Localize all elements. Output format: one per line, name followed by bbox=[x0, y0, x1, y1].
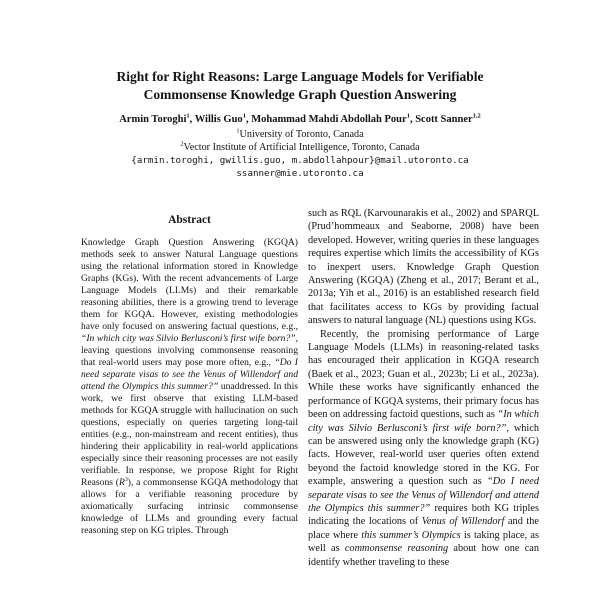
paper-title bbox=[40, 68, 560, 104]
title-line-2: Commonsense Knowledge Graph Question Answering bbox=[143, 87, 457, 102]
intro-paragraph-1: such as RQL (Karvounarakis et al., 2002) and SPARQL (Prud’hommeaux and Seaborne, 2008) have been developed. However, writing queries in these languages requires expertise which limits the accessibility of KGs to inexpert users. Knowledge Graph Question Answering (KGQA) (Zheng et al., 2017; Berant et al., 2013a; Yih et al., 2016) is an established research field that facilitates access to KGs by providing factual answers to natural language (NL) questions using KGs. bbox=[308, 208, 539, 327]
abstract-body: Knowledge Graph Question Answering (KGQA) methods seek to answer Natural Language questions using the relational information stored in Knowledge Graphs (KGs). With the recent advancements of Large Language Models (LLMs) and their remarkable reasoning abilities, there is a growing trend to leverage them for KGQA. However, existing methodologies have only focused on answering factual questions, e.g., “In which city was Silvio Berlusconi’s first wife born?”, leaving questions involving commonsense reasoning that real-world users may pose more often, e.g., “Do I need separate visas to see the Venus of Willendorf and attend the Olympics this summer?” unaddressed. In this work, we first observe that existing LLM-based methods for KGQA struggle with hallucination on such questions, especially on queries targeting long-tail entities (e.g., non-mainstream and recent entities), thus hindering their applicability in real-world applications especially since their reasoning processes are not easily verifiable. In response, we propose Right for Right Reasons $(R^3)$, a commonsense KGQA methodology that allows for a verifiable reasoning procedure by axiomatically surfacing intrinsic commonsense knowledge of LLMs and grounding every factual reasoning step on KG triples. Through bbox=[81, 237, 299, 536]
affiliation-university: $^1$University of Toronto, Canada bbox=[236, 127, 364, 140]
authors-line: Armin Toroghi$^1$, Willis Guo$^1$, Mohammad Mahdi Abdollah Pour$^1$, Scott Sanner$^{1,2}$ bbox=[119, 112, 481, 125]
title-line-1: Right for Right Reasons: Large Language Models for Verifiable bbox=[116, 69, 484, 84]
email-line-ssanner: ssanner@mie.utoronto.ca bbox=[236, 167, 364, 179]
intro-paragraph-2: Recently, the promising performance of Large Language Models (LLMs) in reasoning-related tasks has encouraged their application in KGQA research (Baek et al., 2023; Guan et al., 2023b; Li et al., 2023a). While these works have significantly enhanced the performance of KGQA systems, their primary focus has been on addressing factoid questions, such as “In which city was Silvio Berlusconi’s first wife born?”, which can be answered using only the knowledge graph (KG) facts. However, real-world user queries often extend beyond the factoid knowledge stored in the KG. For example, answering a question such as “Do I need separate visas to see the Venus of Willendorf and attend the Olympics this summer?” requires both KG triples indicating the locations of Venus of Willendorf and the place where this summer’s Olympics is taking place, as well as commonsense reasoning about how one can identify whether traveling to these bbox=[308, 328, 540, 568]
left-column bbox=[81, 214, 298, 537]
right-column bbox=[308, 207, 539, 569]
abstract-heading: Abstract bbox=[168, 214, 211, 226]
affiliation-vector-institute: $^2$Vector Institute of Artificial Intelligence, Toronto, Canada bbox=[180, 140, 420, 153]
email-line-group: {armin.toroghi, gwillis.guo, m.abdollahpour}@mail.utoronto.ca bbox=[131, 155, 469, 166]
